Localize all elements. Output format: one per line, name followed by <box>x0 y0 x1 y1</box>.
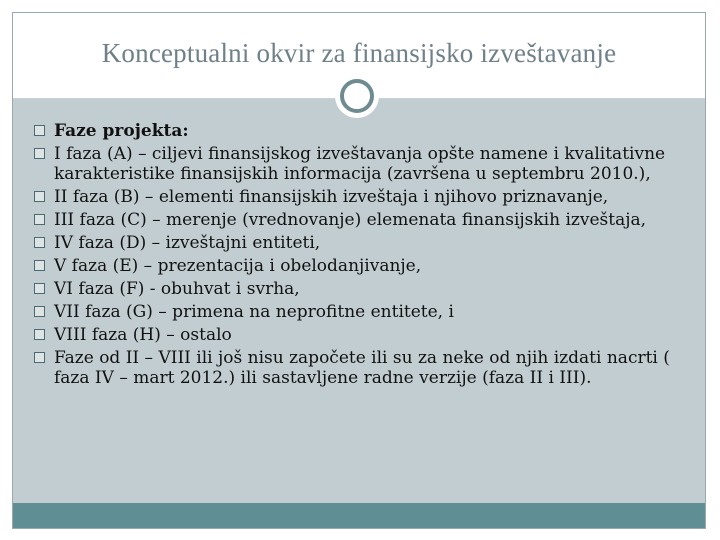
bullet-item <box>34 210 674 230</box>
square-bullet-icon <box>34 283 45 294</box>
circle-ring-icon <box>340 79 374 113</box>
square-bullet-icon <box>34 329 45 340</box>
square-bullet-icon <box>34 125 45 136</box>
bullet-text: I faza (A) – ciljevi finansijskog izveštavanja opšte namene i kvalitativne karakteristike finansijskih informacija (završena u septembru 2010.), <box>54 144 666 184</box>
square-bullet-icon <box>34 237 45 248</box>
bullet-text: Faze od II – VIII ili još nisu započete ili su za neke od njih izdati nacrti ( faza IV – mart 2012.) ili sastavljene radne verzije (faza II i III). <box>54 348 670 388</box>
bullet-item <box>34 144 674 184</box>
square-bullet-icon <box>34 306 45 317</box>
bullet-item <box>34 348 674 388</box>
bullet-text: IV faza (D) – izveštajni entiteti, <box>54 233 321 253</box>
bullet-text: III faza (C) – merenje (vrednovanje) elemenata finansijskih izveštaja, <box>54 210 647 230</box>
square-bullet-icon <box>34 214 45 225</box>
slide-title: Konceptualni okvir za finansijsko izveštavanje <box>101 38 617 68</box>
bullet-item <box>34 121 674 141</box>
bottom-band <box>13 503 705 528</box>
square-bullet-icon <box>34 260 45 271</box>
bullet-item <box>34 187 674 207</box>
bullet-text: II faza (B) – elementi finansijskih izveštaja i njihovo priznavanje, <box>54 187 609 207</box>
bullet-text: Faze projekta: <box>54 121 189 141</box>
bullet-list <box>34 121 674 391</box>
bullet-item <box>34 233 674 253</box>
bullet-item <box>34 325 674 345</box>
bullet-text: V faza (E) – prezentacija i obelodanjivanje, <box>54 256 422 276</box>
bullet-item <box>34 302 674 322</box>
bullet-text: VII faza (G) – primena na neprofitne entitete, i <box>54 302 454 322</box>
bullet-item <box>34 256 674 276</box>
bullet-text: VIII faza (H) – ostalo <box>54 325 232 345</box>
bullet-text: VI faza (F) - obuhvat i svrha, <box>54 279 300 299</box>
bullet-item <box>34 279 674 299</box>
square-bullet-icon <box>34 191 45 202</box>
square-bullet-icon <box>34 352 45 363</box>
square-bullet-icon <box>34 148 45 159</box>
